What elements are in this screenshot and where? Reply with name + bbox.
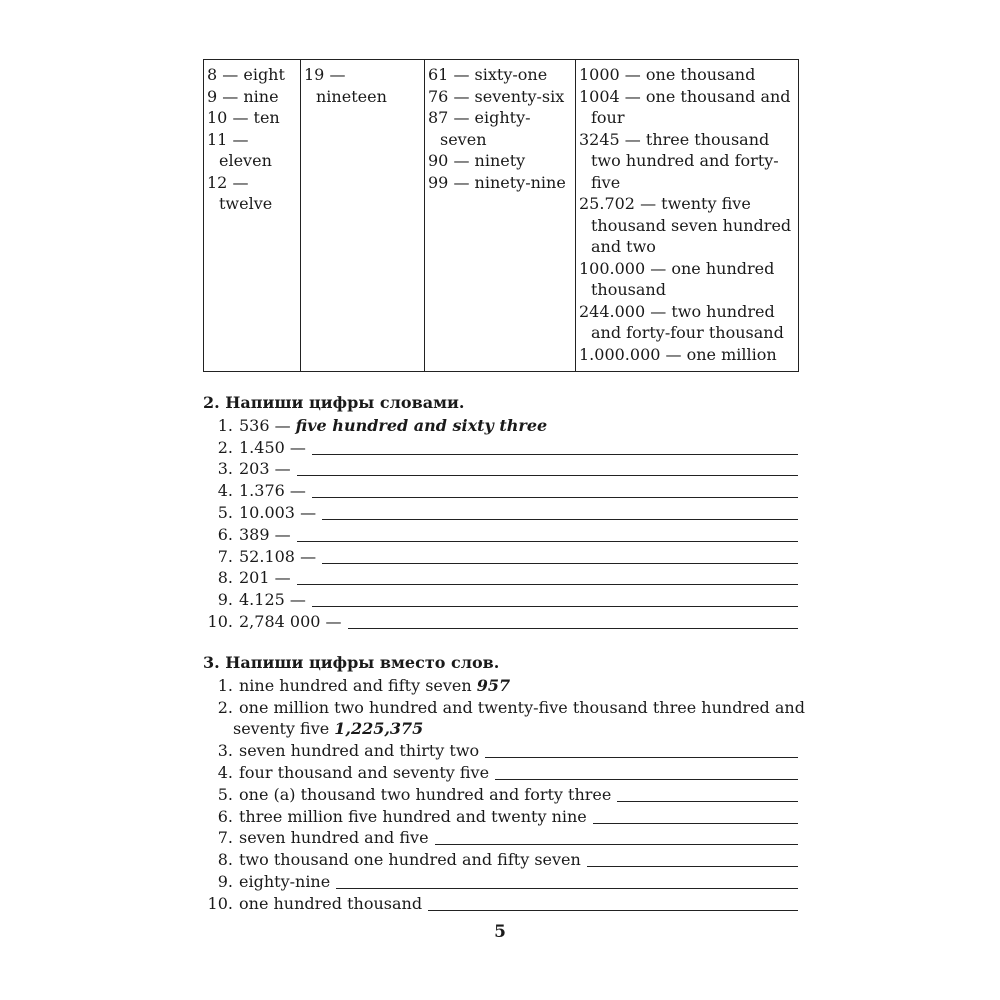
sample-answer: five hundred and sixty three: [295, 415, 548, 435]
exercise-3-item-2-continued: [203, 718, 798, 740]
page-number: 5: [494, 922, 506, 942]
exercise-2-item-3: [203, 458, 798, 480]
answer-line[interactable]: [322, 549, 798, 564]
exercise-2-title: 2. Напиши цифры словами.: [203, 393, 465, 412]
item-number: 5.: [217, 784, 233, 804]
item-prompt: 52.108 —: [239, 546, 317, 566]
exercise-2: [203, 392, 798, 632]
item-number: 4.: [217, 762, 233, 782]
item-number: 7.: [217, 546, 233, 566]
item-prompt: four thousand and seventy five: [239, 762, 490, 782]
answer-line[interactable]: [485, 743, 798, 758]
exercise-3-item-7: [203, 827, 798, 849]
table-entry: 12 — twelve: [207, 172, 273, 213]
table-entry: 76 — seventy-six: [428, 86, 565, 106]
exercise-2-item-8: [203, 567, 798, 589]
item-prompt: eighty-nine: [239, 871, 331, 891]
item-prompt: 389 —: [239, 524, 291, 544]
exercise-3-title: 3. Напиши цифры вместо слов.: [203, 653, 500, 672]
item-prompt-continued: seventy five: [233, 719, 330, 739]
exercise-3-item-5: [203, 783, 798, 805]
answer-line[interactable]: [312, 483, 798, 498]
table-entry: 244.000 — two hundred and forty-four thousand: [579, 301, 784, 342]
table-entry: 99 — ninety-nine: [428, 172, 566, 192]
exercise-2-item-9: [203, 588, 798, 610]
table-entry: 8 — eight: [207, 65, 285, 84]
answer-line[interactable]: [322, 505, 798, 520]
table-entry: 1.000.000 — one million: [579, 344, 777, 364]
item-prompt: one (a) thousand two hundred and forty three: [239, 784, 612, 804]
item-number: 3.: [217, 741, 233, 761]
number-words-table: [203, 59, 799, 372]
exercise-2-item-7: [203, 545, 798, 567]
item-prompt: 2,784 000 —: [239, 611, 342, 631]
table-column-3: [425, 60, 576, 372]
item-number: 4.: [217, 481, 233, 501]
item-prompt: two thousand one hundred and fifty seven: [239, 850, 581, 870]
table-entry: 87 — eighty-seven: [428, 108, 531, 149]
item-prompt: seven hundred and thirty two: [239, 741, 480, 761]
table-entry: 90 — ninety: [428, 151, 526, 170]
exercise-3-item-6: [203, 805, 798, 827]
table-column-2: [301, 60, 425, 372]
table-entry: 1000 — one thousand: [579, 65, 756, 84]
table-column-1: [204, 60, 301, 372]
exercise-2-item-2: [203, 436, 798, 458]
sample-answer: 957: [476, 675, 511, 695]
exercise-3: [203, 652, 805, 914]
table-entry: 100.000 — one hundred thousand: [579, 258, 775, 299]
answer-line[interactable]: [336, 874, 798, 889]
table-entry: 61 — sixty-one: [428, 65, 548, 84]
exercise-3-item-9: [203, 870, 798, 892]
item-number: 10.: [207, 893, 233, 913]
item-number: 9.: [217, 590, 233, 610]
exercise-3-item-8: [203, 848, 798, 870]
item-number: 7.: [217, 828, 233, 848]
exercise-2-item-10: [203, 610, 798, 632]
table-entry: 11 — eleven: [207, 129, 272, 170]
answer-line[interactable]: [348, 614, 798, 629]
item-number: 8.: [217, 850, 233, 870]
item-number: 10.: [207, 611, 233, 631]
sample-answer: 1,225,375: [334, 719, 424, 739]
exercise-2-item-6: [203, 523, 798, 545]
table-entry: 3245 — three thousand two hundred and forty-five: [579, 129, 779, 192]
answer-line[interactable]: [428, 896, 798, 911]
exercise-2-item-4: [203, 479, 798, 501]
exercise-3-item-4: [203, 761, 798, 783]
item-prompt: one million two hundred and twenty-five thousand three hundred and: [239, 697, 805, 717]
answer-line[interactable]: [617, 787, 798, 802]
item-number: 6.: [217, 806, 233, 826]
answer-line[interactable]: [312, 592, 798, 607]
answer-line[interactable]: [312, 440, 798, 455]
item-number: 2.: [217, 437, 233, 457]
item-prompt: 10.003 —: [239, 502, 317, 522]
exercise-2-item-5: [203, 501, 798, 523]
exercise-3-item-2: [203, 696, 805, 718]
item-number: 2.: [217, 697, 233, 717]
item-number: 9.: [217, 871, 233, 891]
exercise-3-item-10: [203, 892, 798, 914]
item-prompt: nine hundred and fifty seven: [239, 675, 472, 695]
item-prompt: 201 —: [239, 568, 291, 588]
item-number: 3.: [217, 459, 233, 479]
answer-line[interactable]: [495, 765, 798, 780]
item-number: 8.: [217, 568, 233, 588]
item-prompt: 1.376 —: [239, 481, 306, 501]
table-entry: 1004 — one thousand and four: [579, 86, 791, 127]
exercise-2-item-1: [203, 414, 798, 436]
table-entry: 19 — nineteen: [304, 65, 387, 106]
exercise-3-item-1: [203, 674, 798, 696]
item-prompt: seven hundred and five: [239, 828, 429, 848]
answer-line[interactable]: [297, 461, 798, 476]
workbook-page: [203, 59, 805, 913]
table-entry: 25.702 — twenty five thousand seven hundred and two: [579, 194, 792, 256]
item-prompt: one hundred thousand: [239, 893, 423, 913]
item-number: 1.: [217, 675, 233, 695]
answer-line[interactable]: [435, 830, 798, 845]
answer-line[interactable]: [297, 527, 798, 542]
item-prompt: three million five hundred and twenty nine: [239, 806, 587, 826]
answer-line[interactable]: [297, 570, 798, 585]
item-number: 6.: [217, 524, 233, 544]
item-number: 1.: [217, 415, 233, 435]
answer-line[interactable]: [587, 852, 798, 867]
table-entry: 10 — ten: [207, 108, 280, 127]
answer-line[interactable]: [593, 809, 798, 824]
item-prompt: 1.450 —: [239, 437, 306, 457]
item-prompt: 4.125 —: [239, 590, 306, 610]
table-entry: 9 — nine: [207, 86, 279, 106]
item-prompt: 536 —: [239, 415, 291, 435]
item-number: 5.: [217, 502, 233, 522]
exercise-3-item-3: [203, 739, 798, 761]
table-column-4: [576, 60, 799, 372]
item-prompt: 203 —: [239, 459, 291, 479]
